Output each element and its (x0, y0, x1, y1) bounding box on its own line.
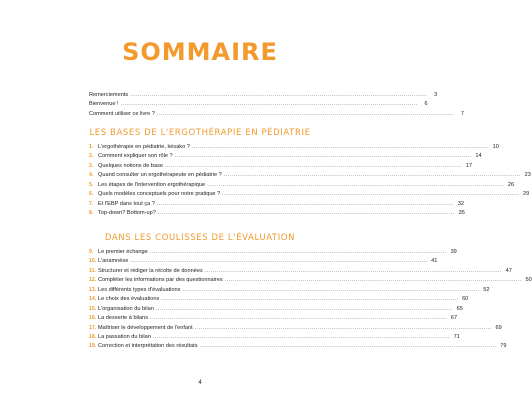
toc-entry[interactable] (89, 190, 530, 199)
toc-entry[interactable] (89, 314, 458, 323)
leader-dots (224, 171, 521, 180)
leader-dots (195, 324, 492, 333)
toc-entry-label: Comment expliquer son rôle ? (98, 153, 173, 160)
toc-entry[interactable] (89, 162, 473, 171)
toc-entry-label: Maîtriser le développement de l'enfant (98, 324, 193, 331)
toc-entry-page: 60 (462, 296, 469, 303)
toc-entry-number: 16. (89, 315, 97, 322)
toc-entry-label: Structurer et rédiger la récolte de données (98, 267, 203, 274)
toc-entry-page: 69 (495, 324, 502, 331)
toc-entry[interactable] (89, 342, 507, 351)
page-title: SOMMAIRE (122, 38, 278, 66)
toc-entry-number: 5. (89, 181, 94, 188)
toc-entry-number: 11. (89, 267, 96, 274)
toc-entry-page: 65 (456, 305, 463, 312)
toc-entry-number: 7. (89, 200, 94, 207)
toc-entry-page: 71 (453, 333, 460, 340)
section-heading-evaluation: DANS LES COULISSES DE L'ÉVALUATION (104, 233, 296, 243)
toc-entry-label: Quelques notions de base (98, 162, 163, 169)
toc-entry-number: 13. (89, 286, 97, 293)
toc-entry-label: L'organisation du bilan (98, 305, 154, 312)
toc-entry[interactable] (89, 91, 438, 100)
toc-entry-page: 79 (500, 343, 507, 350)
toc-entry-label: Le premier échange (98, 249, 148, 255)
leader-dots (182, 286, 479, 295)
toc-entry-label: La passation du bilan (98, 333, 151, 340)
toc-entry-number: 2. (89, 153, 94, 160)
section1-list (89, 143, 531, 219)
toc-entry[interactable] (89, 248, 457, 257)
leader-dots (157, 200, 454, 209)
toc-entry-number: 10. (89, 258, 97, 265)
toc-entry[interactable] (89, 110, 464, 119)
section2-list (89, 248, 532, 352)
toc-entry-label: Correction et interprétation des résultats (98, 343, 198, 350)
toc-entry-number: 9. (89, 249, 94, 255)
toc-entry-label: Les étapes de l'intervention ergothérapique (98, 181, 206, 188)
toc-entry-number: 6. (89, 191, 94, 198)
toc-entry[interactable] (89, 171, 531, 180)
toc-entry[interactable] (89, 276, 532, 285)
toc-entry[interactable] (89, 333, 460, 342)
toc-entry-number: 3. (89, 162, 94, 169)
leader-dots (200, 342, 497, 351)
toc-entry-page: 10 (492, 144, 499, 150)
leader-dots (225, 276, 522, 285)
toc-entry-page: 67 (450, 315, 458, 322)
toc-entry[interactable] (89, 152, 482, 161)
toc-entry[interactable] (89, 305, 463, 314)
toc-entry-page: 39 (450, 249, 457, 255)
toc-entry[interactable] (89, 324, 502, 333)
toc-entry[interactable] (89, 143, 499, 152)
toc-entry[interactable] (89, 295, 469, 304)
leader-dots (207, 181, 504, 190)
leader-dots (161, 295, 458, 304)
toc-entry-label: Le choix des évaluations (98, 296, 160, 303)
section-heading-bases: LES BASES DE L'ERGOTHÉRAPIE EN PÉDIATRIE (89, 128, 311, 138)
toc-entry-label: Remerciements (89, 92, 129, 98)
toc-entry-page: 47 (505, 267, 512, 274)
intro-list (89, 91, 464, 119)
toc-entry-page: 35 (458, 210, 465, 217)
toc-entry-label: La desserte à bilans (98, 315, 149, 322)
toc-entry-label: Top-down? Bottom-up? (98, 210, 156, 217)
toc-entry[interactable] (89, 267, 512, 276)
toc-entry-number: 15. (89, 305, 97, 312)
toc-entry-number: 19. (89, 343, 97, 350)
toc-entry-label: L'ergothérapie en pédiatrie, késako ? (98, 144, 190, 150)
toc-entry-label: Et l'EBP dans tout ça ? (98, 200, 155, 207)
leader-dots (205, 267, 502, 276)
toc-entry-page: 3 (434, 92, 438, 98)
toc-entry-label: Compléter les informations par des questionnaires (98, 277, 223, 284)
toc-entry-page: 26 (507, 181, 515, 188)
leader-dots (157, 110, 454, 119)
toc-entry-page: 6 (424, 101, 428, 108)
toc-entry-page: 41 (431, 258, 438, 265)
toc-entry-label: Quand consulter un ergothérapeute en pédiatrie ? (98, 172, 222, 179)
toc-entry-page: 29 (523, 191, 530, 198)
toc-entry-page: 17 (465, 162, 473, 169)
toc-entry-page: 32 (457, 200, 464, 207)
toc-entry[interactable] (89, 200, 464, 209)
toc-entry-number: 14. (89, 296, 97, 303)
toc-entry[interactable] (89, 100, 428, 109)
leader-dots (175, 152, 472, 161)
toc-entry-page: 23 (524, 172, 531, 179)
toc-entry-number: 17. (89, 324, 97, 331)
toc-entry-label: Quels modèles conceptuels pour notre pratique ? (98, 191, 221, 198)
toc-entry-number: 4. (89, 172, 94, 179)
toc-entry-label: Les différents types d'évaluations (98, 286, 181, 293)
leader-dots (156, 305, 453, 314)
toc-entry-page: 52 (483, 286, 490, 293)
toc-entry-label: L'anamnèse (98, 258, 129, 265)
toc-entry-page: 14 (475, 153, 482, 160)
leader-dots (150, 314, 447, 323)
toc-entry-page: 7 (460, 110, 464, 117)
toc-entry-number: 18. (89, 333, 97, 340)
toc-entry[interactable] (89, 209, 465, 218)
toc-entry-number: 12. (89, 277, 97, 284)
leader-dots (121, 100, 418, 109)
toc-entry-page: 50 (525, 277, 532, 284)
toc-entry[interactable] (89, 257, 438, 266)
page-number: 4 (198, 380, 202, 386)
leader-dots (130, 91, 427, 100)
leader-dots (153, 333, 450, 342)
toc-entry[interactable] (89, 181, 515, 190)
toc-entry-label: Comment utiliser ce livre ? (89, 110, 155, 117)
toc-entry[interactable] (89, 286, 490, 295)
leader-dots (150, 248, 447, 257)
toc-entry-label: Bienvenue ! (89, 101, 119, 108)
leader-dots (222, 190, 519, 199)
toc-entry-number: 8. (89, 210, 94, 217)
leader-dots (158, 209, 455, 218)
leader-dots (130, 257, 427, 266)
toc-entry-number: 1. (89, 144, 94, 150)
leader-dots (165, 162, 462, 171)
leader-dots (192, 143, 489, 152)
